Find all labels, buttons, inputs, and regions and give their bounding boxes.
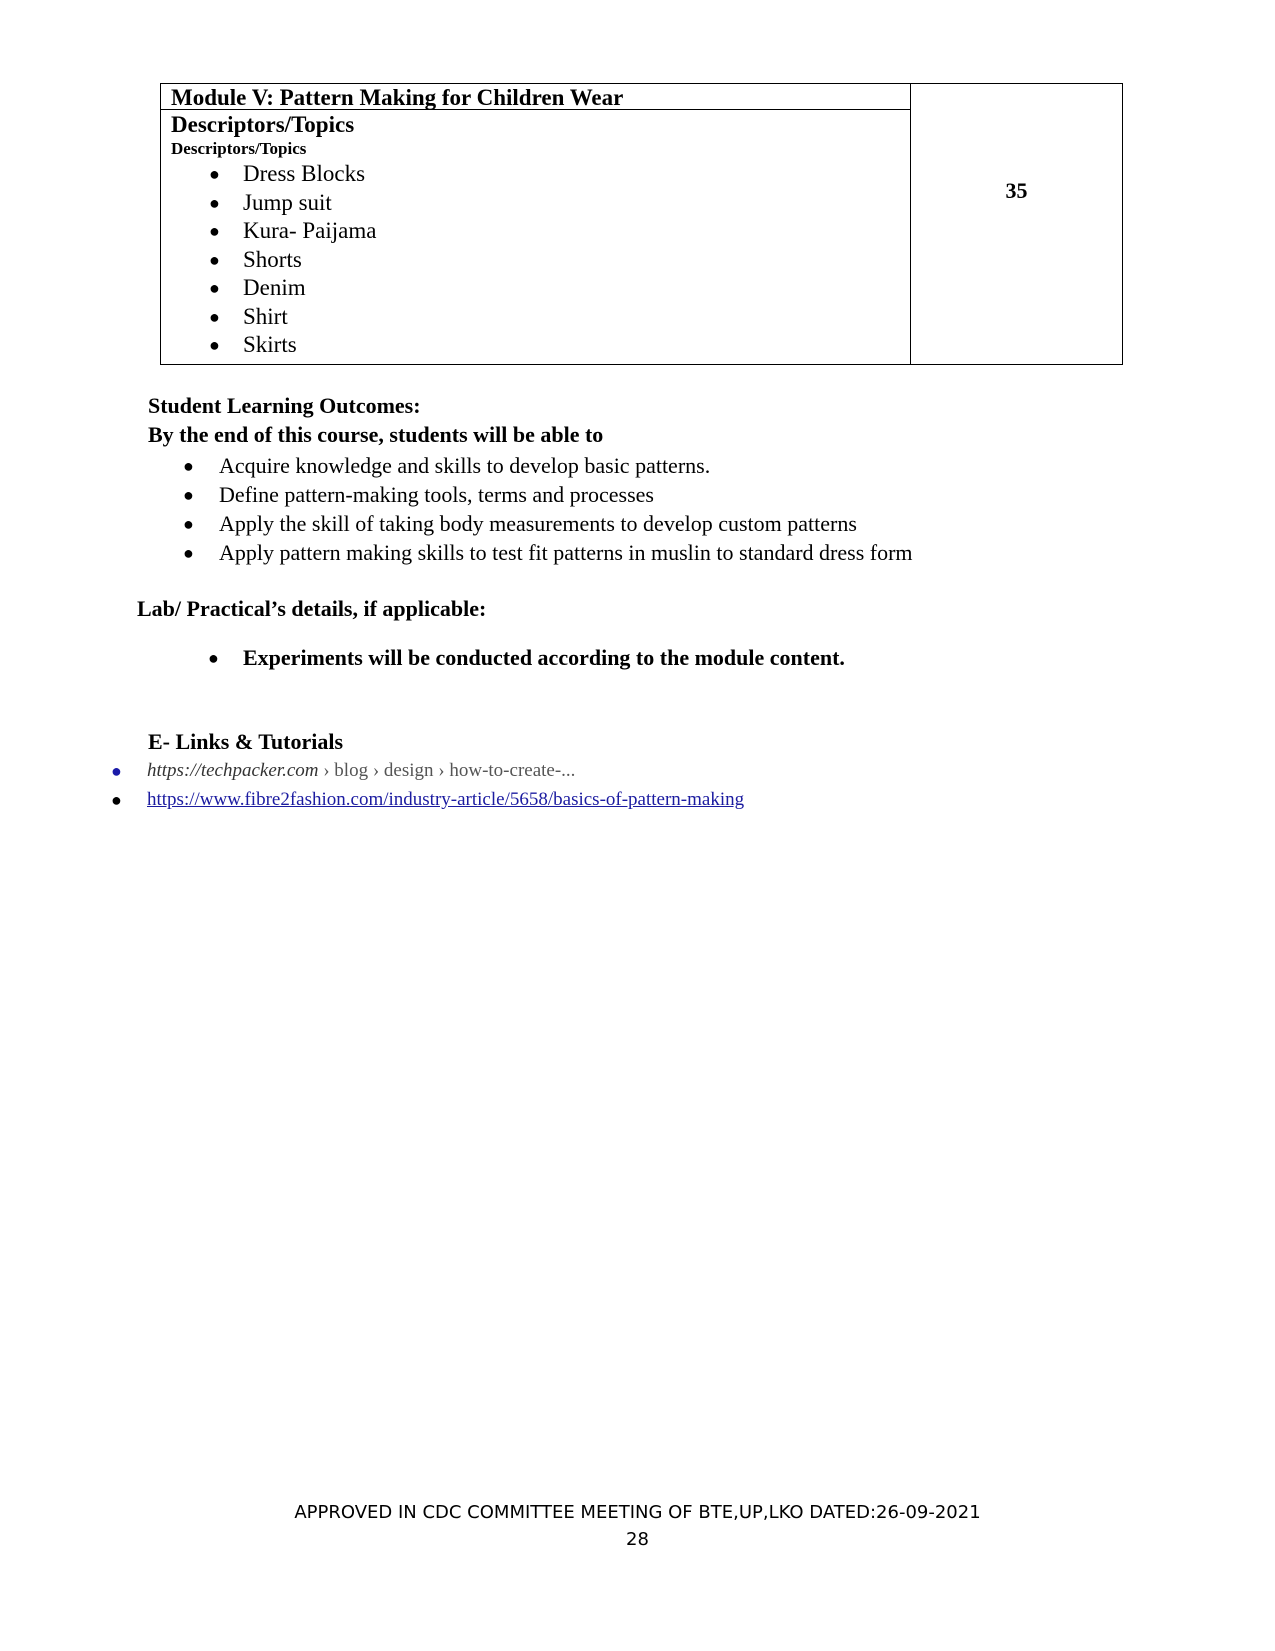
list-item: ● Kura- Paijama — [209, 218, 377, 243]
bullet-icon: ● — [209, 278, 220, 298]
list-item: ● Skirts — [209, 332, 297, 357]
list-item — [111, 787, 744, 816]
bullet-icon: ● — [183, 456, 194, 476]
module-title: Module V: Pattern Making for Children Wear — [171, 85, 624, 110]
list-item — [111, 758, 744, 787]
topics-subheading: Descriptors/Topics — [171, 139, 307, 158]
page-number: 28 — [626, 1529, 649, 1550]
bullet-icon: ● — [209, 192, 220, 213]
list-item: ● Shorts — [209, 246, 302, 272]
module-hours-cell — [910, 83, 1123, 365]
bullet-icon: ● — [208, 648, 219, 668]
topics-list — [209, 160, 376, 360]
outcomes-intro: By the end of this course, students will be able to — [148, 422, 604, 447]
topics-heading: Descriptors/Topics — [171, 112, 355, 137]
list-item: ● Jump suit — [209, 189, 332, 215]
bullet-icon: ● — [209, 335, 220, 355]
lab-list — [208, 644, 845, 674]
bullet-icon: ● — [183, 514, 194, 534]
bullet-icon: ● — [183, 543, 194, 563]
list-item: ● Denim — [209, 275, 306, 300]
bullet-icon: ● — [209, 249, 220, 270]
list-item: ● Apply pattern making skills to test fit patterns in muslin to standard dress form — [183, 540, 913, 565]
list-item: ● Dress Blocks — [209, 161, 366, 186]
bullet-icon: ● — [111, 761, 122, 781]
list-item: ● Shirt — [209, 303, 288, 329]
links-list — [111, 758, 744, 816]
approval-footer: APPROVED IN CDC COMMITTEE MEETING OF BTE,UP,LKO DATED:26-09-2021 — [294, 1502, 981, 1523]
links-heading: E- Links & Tutorials — [148, 729, 344, 754]
bullet-icon: ● — [209, 221, 220, 241]
bullet-icon: ● — [209, 164, 220, 184]
techpacker-link[interactable]: https://techpacker.com › blog › design › how-to-create-... — [147, 760, 576, 781]
list-item: ● Apply the skill of taking body measurements to develop custom patterns — [183, 511, 857, 536]
lab-heading: Lab/ Practical’s details, if applicable: — [137, 596, 487, 621]
outcomes-list — [183, 452, 913, 568]
list-item: ● Acquire knowledge and skills to develop basic patterns. — [183, 453, 711, 478]
module-title-cell — [160, 83, 911, 110]
bullet-icon: ● — [111, 790, 122, 810]
list-item: ● Experiments will be conducted according to the module content. — [208, 645, 845, 670]
module-topics-cell — [160, 110, 911, 365]
list-item: ● Define pattern-making tools, terms and processes — [183, 482, 654, 507]
fibre2fashion-link[interactable]: https://www.fibre2fashion.com/industry-article/5658/basics-of-pattern-making — [147, 789, 745, 810]
bullet-icon: ● — [209, 306, 220, 327]
outcomes-heading: Student Learning Outcomes: — [148, 393, 421, 418]
module-table — [160, 83, 1123, 365]
module-hours: 35 — [1005, 178, 1028, 203]
bullet-icon: ● — [183, 485, 194, 505]
